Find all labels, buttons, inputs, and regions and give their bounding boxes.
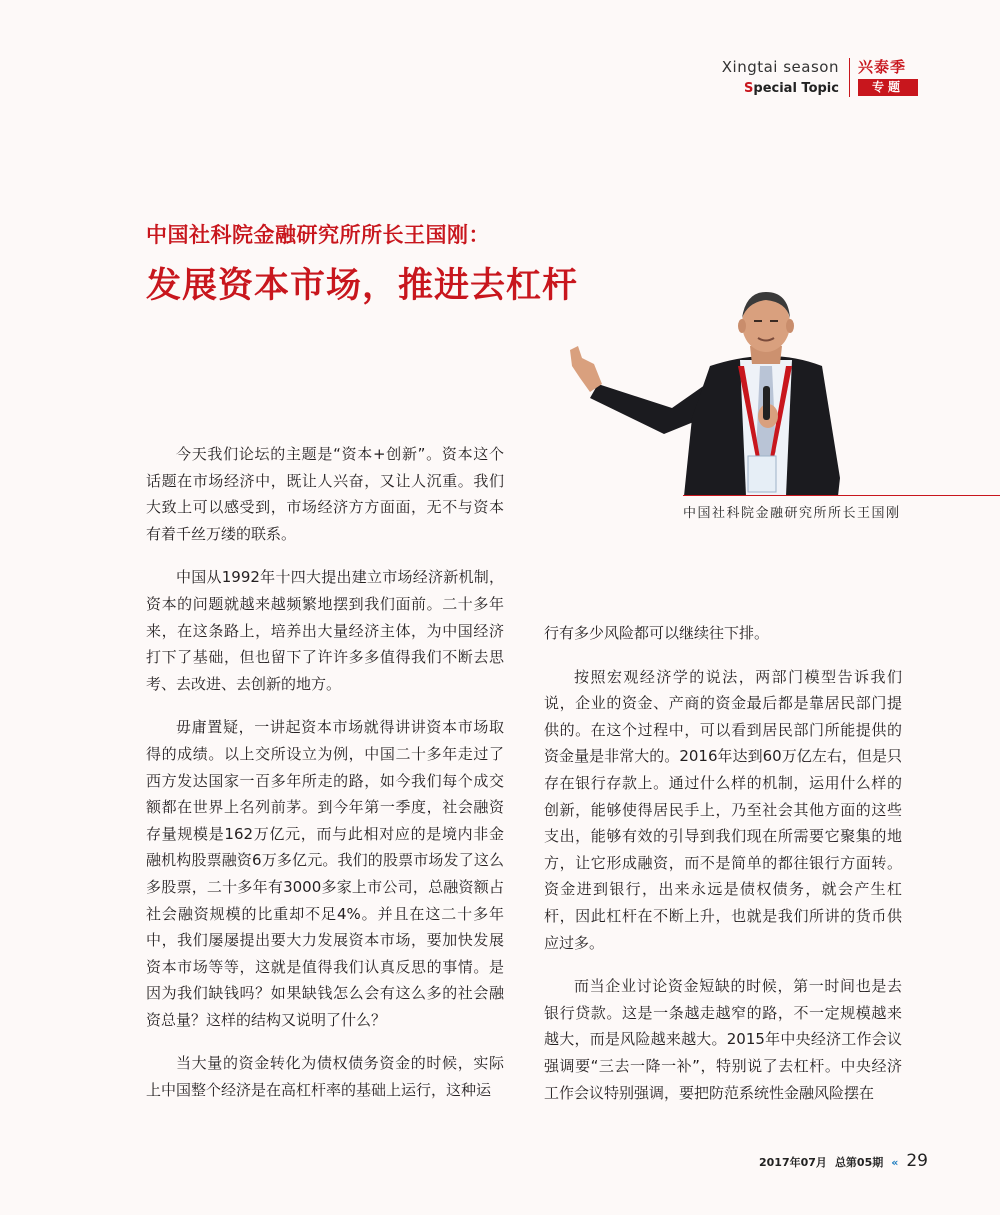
issue-number: 总第05期 — [834, 1156, 884, 1169]
header-right — [850, 58, 918, 97]
section-tag: 专题 — [858, 79, 918, 96]
photo-divider-line — [683, 495, 1000, 496]
photo-caption: 中国社科院金融研究所所长王国刚 — [683, 506, 901, 521]
article-subtitle: 中国社科院金融研究所所长王国刚： — [146, 222, 490, 247]
body-paragraph: 今天我们论坛的主题是“资本+创新”。资本这个话题在市场经济中，既让人兴奋，又让人沉重。我们大致上可以感受到，市场经济方方面面，无不与资本有着千丝万缕的联系。 — [146, 445, 504, 543]
body-paragraph: 中国从1992年十四大提出建立市场经济新机制，资本的问题就越来越频繁地摆到我们面前。二十多年来，在这条路上，培养出大量经济主体，为中国经济打下了基础，但也留下了许许多多值得我们不断去思考、去改进、去创新的地方。 — [146, 568, 504, 693]
body-paragraph: 而当企业讨论资金短缺的时候，第一时间也是去银行贷款。这是一条越走越窄的路，不一定规模越来越大，而是风险越来越大。2015年中央经济工作会议强调要“三去一降一补”，特别说了去杠杆。中央经济工作会议特别强调，要把防范系统性金融风险摆在 — [544, 977, 902, 1102]
article-column-right — [544, 620, 902, 1123]
speaker-photo — [560, 288, 845, 496]
page-footer — [759, 1151, 928, 1171]
issue-date: 2017年07月 — [759, 1156, 827, 1169]
body-paragraph-continued: 行有多少风险都可以继续往下排。 — [544, 624, 770, 642]
magazine-header — [722, 58, 918, 97]
body-paragraph: 当大量的资金转化为债权债务资金的时候，实际上中国整个经济是在高杠杆率的基础上运行，这种运 — [146, 1054, 504, 1100]
article-title: 发展资本市场，推进去杠杆 — [146, 265, 579, 306]
magazine-brand-logo: 兴泰季 — [857, 58, 906, 76]
article-column-left — [146, 441, 504, 1121]
body-paragraph: 按照宏观经济学的说法，两部门模型告诉我们说，企业的资金、产商的资金最后都是靠居民部门提供的。在这个过程中，可以看到居民部门所能提供的资金量是非常大的。2016年达到60万亿左右，但是只存在银行存款上。通过什么样的机制，运用什么样的创新，能够使得居民手上，乃至社会其他方面的这些支出，能够有效的引导到我们现在所需要它聚集的地方，让它形成融资，而不是简单的都往银行方面转。资金进到银行，出来永远是债权债务，就会产生杠杆，因此杠杆在不断上升，也就是我们所讲的货币供应过多。 — [544, 667, 902, 952]
page-number: 29 — [906, 1151, 928, 1171]
section-english-rest: pecial Topic — [753, 81, 839, 96]
body-paragraph: 毋庸置疑，一讲起资本市场就得讲讲资本市场取得的成绩。以上交所设立为例，中国二十多年走过了西方发达国家一百多年所走的路，如今我们每个成交额都在世界上名列前茅。到今年第一季度，社会融资存量规模是162万亿元，而与此相对应的是境内非金融机构股票融资6万多亿元。我们的股票市场发了这么多股票，二十多年有3000多家上市公司，总融资额占社会融资规模的比重却不足4%。并且在这二十多年中，我们屡屡提出要大力发展资本市场，要加快发展资本市场等等，这就是值得我们认真反思的事情。是因为我们缺钱吗？如果缺钱怎么会有这么多的社会融资总量？这样的结构又说明了什么？ — [146, 718, 504, 1029]
double-chevron-left-icon: « — [891, 1156, 899, 1169]
magazine-english-name: Xingtai season — [721, 58, 839, 76]
header-left — [722, 58, 850, 97]
section-english-cap: S — [744, 81, 754, 96]
section-english-label — [722, 81, 839, 97]
